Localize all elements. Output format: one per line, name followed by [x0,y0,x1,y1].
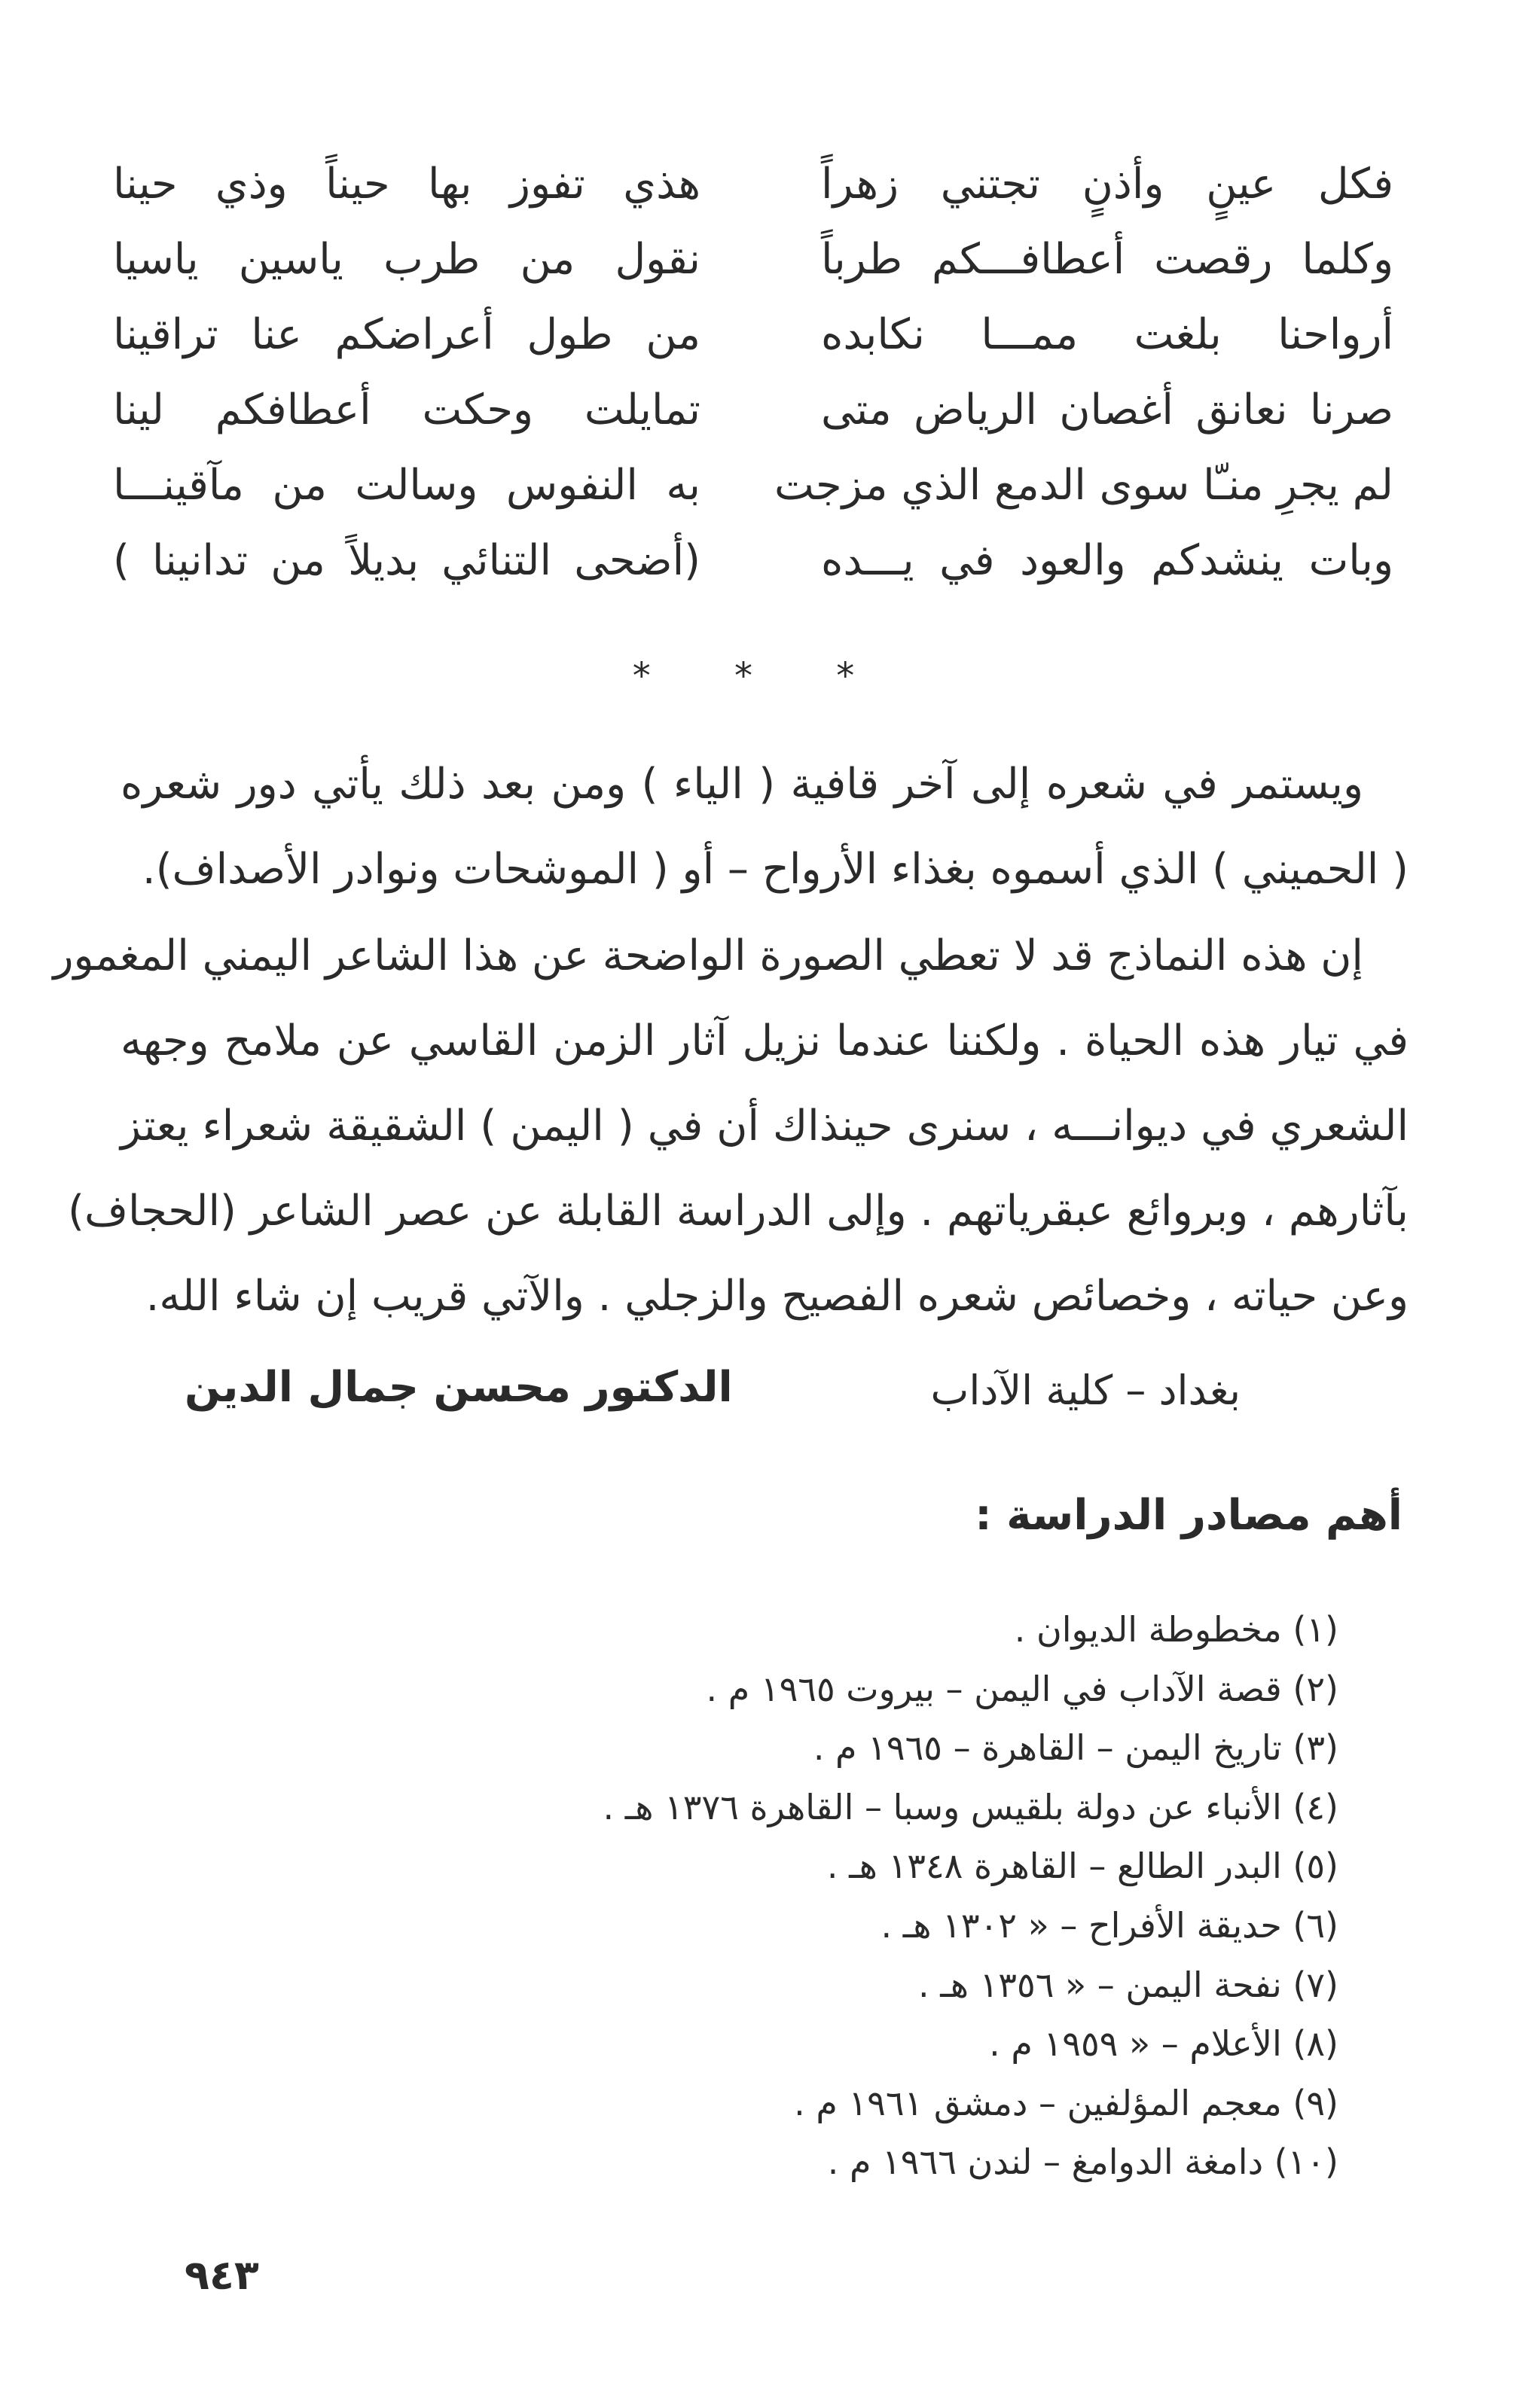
paragraph-line: ويستمر في شعره إلى آخر قافية ( الياء ) ومن بعد ذلك يأتي دور شعره [121,760,1363,809]
verse-first-hemistich: صرنا نعانق أغصان الرياض متى [821,386,1393,434]
signature-place: بغداد – كلية الآداب [930,1367,1241,1414]
source-item: (٣) تاريخ اليمن – القاهرة – ١٩٦٥ م . [813,1727,1338,1769]
verse-first-hemistich: أرواحنا بلغت ممـــا نكابده [821,310,1393,359]
verse-first-hemistich: وبات ينشدكم والعود في يـــده [821,536,1393,585]
source-item: (١) مخطوطة الديوان . [1014,1609,1338,1650]
verse-second-hemistich: به النفوس وسالت من مآقينـــا [113,461,700,510]
verse-second-hemistich: هذي تفوز بها حيناً وذي حينا [113,160,700,209]
source-item: (٦) حديقة الأفراح – « ١٣٠٢ هـ . [881,1904,1338,1946]
source-item: (١٠) دامغة الدوامغ – لندن ١٩٦٦ م . [827,2141,1338,2183]
source-item: (٩) معجم المؤلفين – دمشق ١٩٦١ م . [794,2082,1338,2123]
paragraph-line: إن هذه النماذج قد لا تعطي الصورة الواضحة عن هذا الشاعر اليمني المغمور [53,931,1363,980]
paragraph-conclusion [53,913,1409,1339]
source-item: (٥) البدر الطالع – القاهرة ١٣٤٨ هـ . [826,1846,1338,1887]
sources-heading: أهم مصادر الدراسة : [975,1491,1402,1540]
section-separator: * * * [632,655,891,697]
verse-second-hemistich: تمايلت وحكت أعطافكم لينا [113,386,700,434]
paragraph-line: الشعري في ديوانـــه ، سنرى حينذاك أن في ( اليمن ) الشقيقة شعراء يعتز [121,1102,1409,1151]
signature-author: الدكتور محسن جمال الدين [185,1363,733,1412]
source-item: (٤) الأنباء عن دولة بلقيس وسبا – القاهرة ١٣٧٦ هـ . [603,1786,1338,1827]
source-item: (٢) قصة الآداب في اليمن – بيروت ١٩٦٥ م . [706,1668,1338,1709]
sources-list [603,1600,1338,2192]
paragraph-line: بآثارهم ، وبروائع عبقرياتهم . وإلى الدراسة القابلة عن عصر الشاعر (الحجاف) [68,1187,1409,1236]
verse-first-hemistich: لم يجرِ منـّا سوى الدمع الذي مزجت [774,461,1393,510]
verse-second-hemistich: نقول من طرب ياسين ياسيا [113,235,700,284]
paragraph-line: ( الحميني ) الذي أسموه بغذاء الأرواح – أو ( الموشحات ونوادر الأصداف). [142,845,1409,894]
source-item: (٧) نفحة اليمن – « ١٣٥٦ هـ . [917,1964,1338,2005]
paragraph-line: في تيار هذه الحياة . ولكننا عندما نزيل آثار الزمن القاسي عن ملامح وجهه [121,1017,1409,1065]
verse-first-hemistich: وكلما رقصت أعطافـــكم طرباً [821,235,1393,284]
paragraph-continuation [121,742,1409,912]
verse-second-hemistich: من طول أعراضكم عنا تراقينا [113,310,700,359]
verse-first-hemistich: فكل عينٍ وأذنٍ تجتني زهراً [821,160,1393,209]
paragraph-line: وعن حياته ، وخصائص شعره الفصيح والزجلي . والآتي قريب إن شاء الله. [145,1272,1409,1321]
page-number: ٩٤٣ [185,2251,259,2299]
verse-second-hemistich: (أضحى التنائي بديلاً من تدانينا ) [113,536,700,585]
source-item: (٨) الأعلام – « ١٩٥٩ م . [989,2023,1338,2065]
